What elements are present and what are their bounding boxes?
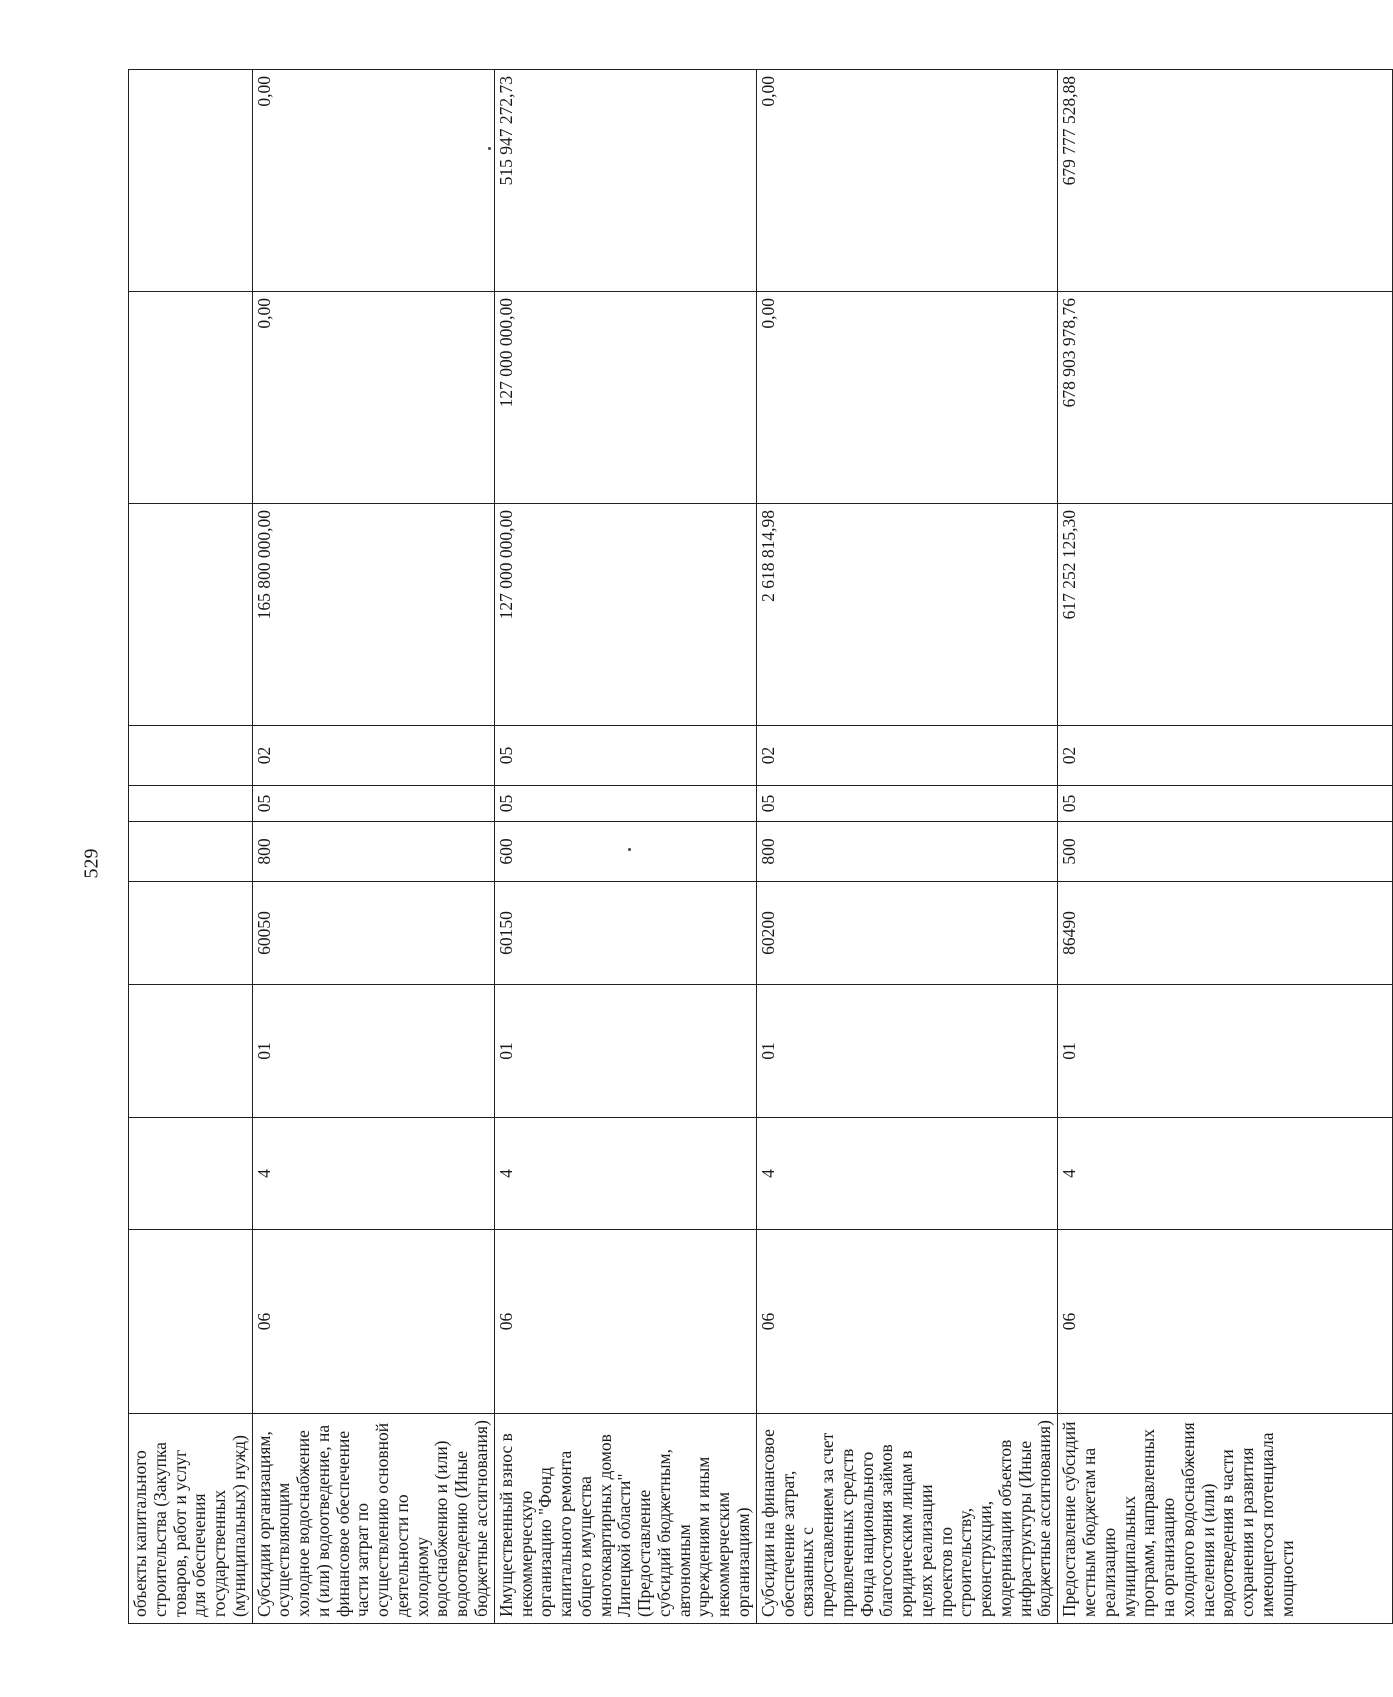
table-row — [1058, 70, 1393, 1624]
amount-year-2: 0,00 — [756, 292, 1057, 504]
expense-type-code: 500 — [1058, 822, 1393, 882]
row-description: Субсидии на финансовое обеспечение затрат, связанных с предоставлением за счет привлеченных средств Фонда национального благосостояния займов юридическим лицам в целях реализации проектов по строительству, реконструкции, модернизации объектов инфраструктуры (Иные бюджетные ассигнования) — [756, 1414, 1057, 1624]
scan-speck — [628, 848, 631, 851]
rotated-page-content — [128, 70, 1297, 1624]
subsection-code-1 — [129, 786, 253, 822]
program-code: 4 — [252, 1118, 494, 1230]
subsection-code-2: 02 — [756, 726, 1057, 786]
subprogram-code: 01 — [252, 985, 494, 1118]
amount-year-3 — [129, 70, 253, 292]
subprogram-code: 01 — [494, 985, 756, 1118]
amount-year-1: 127 000 000,00 — [494, 504, 756, 726]
subprogram-code: 01 — [756, 985, 1057, 1118]
row-description: Субсидии организациям, осуществляющим холодное водоснабжение и (или) водоотведение, на финансовое обеспечение части затрат по осуществлению основной деятельности по холодному водоснабжению и (или) водоотведению (Иные бюджетные ассигнования) — [252, 1414, 494, 1624]
budget-table — [128, 69, 1393, 1624]
table-row — [756, 70, 1057, 1624]
amount-year-3: 0,00 — [252, 70, 494, 292]
expense-type-code — [129, 822, 253, 882]
subsection-code-1: 05 — [494, 786, 756, 822]
section-code: 06 — [756, 1230, 1057, 1414]
table-row — [252, 70, 494, 1624]
subprogram-code — [129, 985, 253, 1118]
row-description: Предоставление субсидий местным бюджетам на реализацию муниципальных программ, направленных на организацию холодного водоснабжения населения и (или) водоотведения в части сохранения и развития имеющегося потенциала мощности — [1058, 1414, 1393, 1624]
subsection-code-1: 05 — [1058, 786, 1393, 822]
expense-type-code: 800 — [252, 822, 494, 882]
program-code — [129, 1118, 253, 1230]
subsection-code-2: 02 — [1058, 726, 1393, 786]
subsection-code-2 — [129, 726, 253, 786]
scan-speck — [488, 147, 491, 150]
program-code: 4 — [494, 1118, 756, 1230]
direction-code — [129, 882, 253, 985]
section-code: 06 — [494, 1230, 756, 1414]
amount-year-2 — [129, 292, 253, 504]
amount-year-3: 0,00 — [756, 70, 1057, 292]
expense-type-code: 600 — [494, 822, 756, 882]
program-code: 4 — [1058, 1118, 1393, 1230]
table-row — [494, 70, 756, 1624]
direction-code: 60200 — [756, 882, 1057, 985]
section-code: 06 — [252, 1230, 494, 1414]
direction-code: 60050 — [252, 882, 494, 985]
table-row — [129, 70, 253, 1624]
amount-year-3: 679 777 528,88 — [1058, 70, 1393, 292]
amount-year-3: 515 947 272,73 — [494, 70, 756, 292]
subsection-code-2: 02 — [252, 726, 494, 786]
subsection-code-1: 05 — [756, 786, 1057, 822]
subprogram-code: 01 — [1058, 985, 1393, 1118]
direction-code: 86490 — [1058, 882, 1393, 985]
section-code — [129, 1230, 253, 1414]
row-description: Имущественный взнос в некоммерческую организацию "Фонд капитального ремонта общего имущества многоквартирных домов Липецкой области" (Предоставление субсидий бюджетным, автономным учреждениям и иным некоммерческим организациям) — [494, 1414, 756, 1624]
amount-year-2: 678 903 978,76 — [1058, 292, 1393, 504]
amount-year-1: 617 252 125,30 — [1058, 504, 1393, 726]
subsection-code-1: 05 — [252, 786, 494, 822]
expense-type-code: 800 — [756, 822, 1057, 882]
amount-year-1 — [129, 504, 253, 726]
page-number-text: 529 — [80, 848, 103, 878]
section-code: 06 — [1058, 1230, 1393, 1414]
amount-year-1: 2 618 814,98 — [756, 504, 1057, 726]
amount-year-2: 127 000 000,00 — [494, 292, 756, 504]
page-number — [78, 838, 106, 888]
subsection-code-2: 05 — [494, 726, 756, 786]
amount-year-1: 165 800 000,00 — [252, 504, 494, 726]
program-code: 4 — [756, 1118, 1057, 1230]
direction-code: 60150 — [494, 882, 756, 985]
row-description: объекты капитального строительства (Закупка товаров, работ и услуг для обеспечения государственных (муниципальных) нужд) — [129, 1414, 253, 1624]
amount-year-2: 0,00 — [252, 292, 494, 504]
